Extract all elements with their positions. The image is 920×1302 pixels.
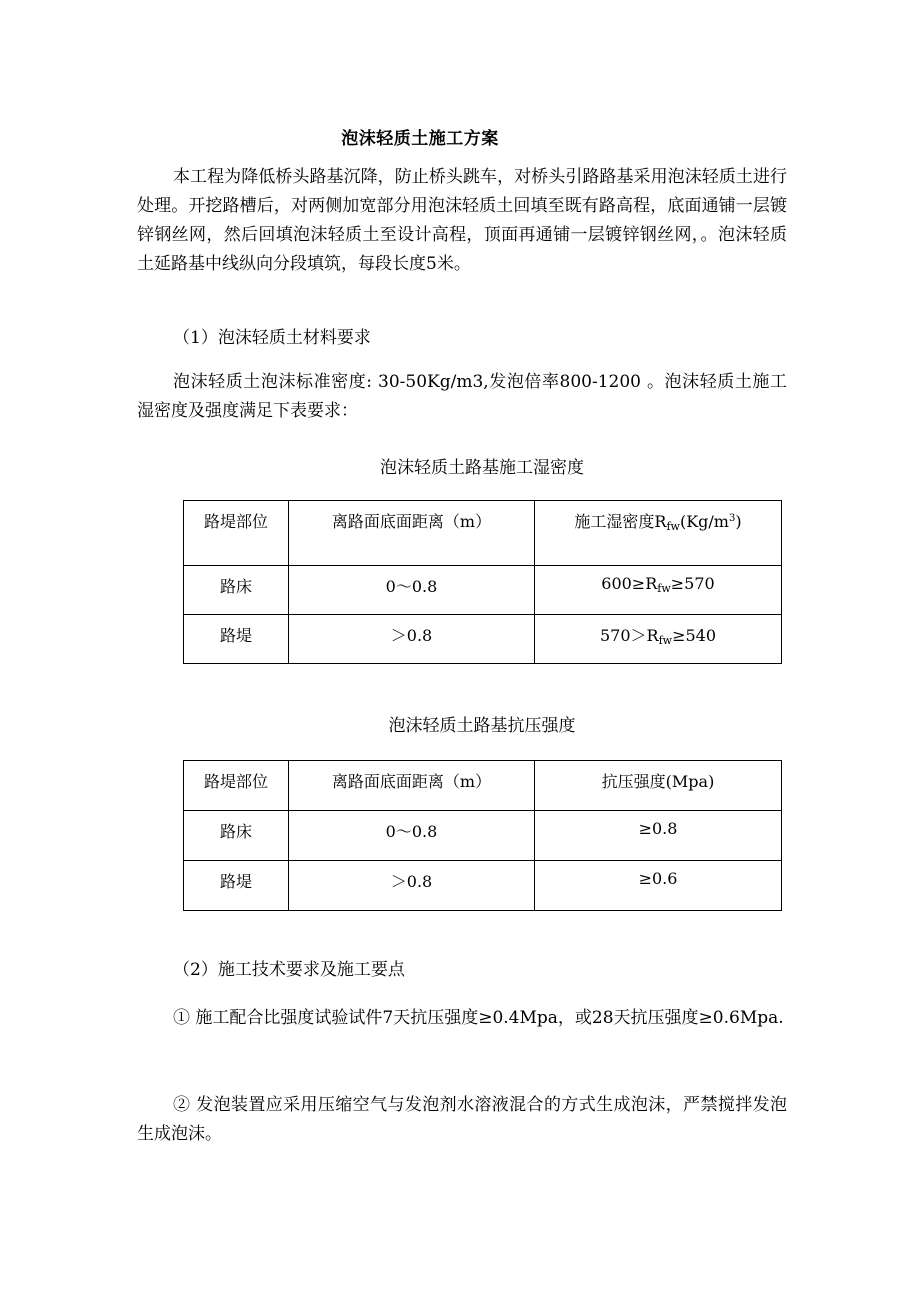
header-cell-part: 路堤部位: [184, 501, 289, 566]
table-row: [184, 861, 782, 911]
value-subscript: fw: [657, 582, 671, 595]
header-cell-part: 路堤部位: [184, 761, 289, 811]
compressive-strength-table: [183, 760, 782, 911]
header-cell-wet-density: [535, 501, 782, 566]
cell-part: 路堤: [184, 861, 289, 911]
cell-distance: ＞0.8: [289, 615, 535, 664]
cell-wet-density: [535, 615, 782, 664]
cell-part: 路床: [184, 566, 289, 615]
header-cell-distance: 离路面底面距离（m）: [289, 761, 535, 811]
value-prefix: 570＞R: [599, 626, 659, 645]
header-unit-close: ): [735, 512, 742, 531]
value-suffix: ≥540: [672, 626, 717, 645]
cell-distance: ＞0.8: [289, 861, 535, 911]
cell-part: 路堤: [184, 615, 289, 664]
point-1-paragraph: ① 施工配合比强度试验试件7天抗压强度≥0.4Mpa，或28天抗压强度≥0.6Mpa.: [173, 1008, 784, 1028]
header-superscript: 3: [728, 513, 736, 524]
header-subscript: fw: [666, 520, 680, 533]
table-header-row: [184, 501, 782, 566]
value-subscript: fw: [658, 634, 673, 647]
cell-distance: 0～0.8: [289, 811, 535, 861]
cell-distance: 0～0.8: [289, 566, 535, 615]
cell-part: 路床: [184, 811, 289, 861]
cell-strength: ≥0.8: [535, 811, 782, 861]
point-2-paragraph: ② 发泡装置应采用压缩空气与发泡剂水溶液混合的方式生成泡沫，严禁搅拌发泡生成泡沫。: [137, 1095, 787, 1144]
value-suffix: ≥570: [670, 574, 715, 593]
table2-caption: 泡沫轻质土路基抗压强度: [388, 716, 576, 736]
intro-paragraph: 本工程为降低桥头路基沉降，防止桥头跳车，对桥头引路路基采用泡沫轻质土进行处理。开挖路槽后，对两侧加宽部分用泡沫轻质土回填至既有路高程，底面通铺一层镀锌钢丝网，然后回填泡沫轻质土至设计高程，顶面再通铺一层镀锌钢丝网，。泡沫轻质土延路基中线纵向分段填筑，每段长度5米。: [137, 167, 787, 274]
header-unit: (Kg/m: [679, 512, 729, 531]
section2-heading: （2）施工技术要求及施工要点: [173, 960, 405, 980]
header-text: 施工湿密度R: [574, 512, 667, 531]
table-row: [184, 811, 782, 861]
cell-strength: ≥0.6: [535, 861, 782, 911]
value-prefix: 600≥R: [601, 574, 658, 593]
table-row: [184, 566, 782, 615]
header-cell-strength: 抗压强度(Mpa): [535, 761, 782, 811]
section1-paragraph: 泡沫轻质土泡沫标准密度: 30-50Kg/m3,发泡倍率800-1200 。泡沫轻质土施工湿密度及强度满足下表要求：: [137, 372, 787, 421]
document-title: 泡沫轻质土施工方案: [341, 129, 499, 149]
table-header-row: [184, 761, 782, 811]
table-row: [184, 615, 782, 664]
wet-density-table: [183, 500, 782, 664]
header-cell-distance: 离路面底面距离（m）: [289, 501, 535, 566]
table1-caption: 泡沫轻质土路基施工湿密度: [380, 458, 584, 478]
cell-wet-density: [535, 566, 782, 615]
section1-heading: （1）泡沫轻质土材料要求: [173, 328, 371, 348]
